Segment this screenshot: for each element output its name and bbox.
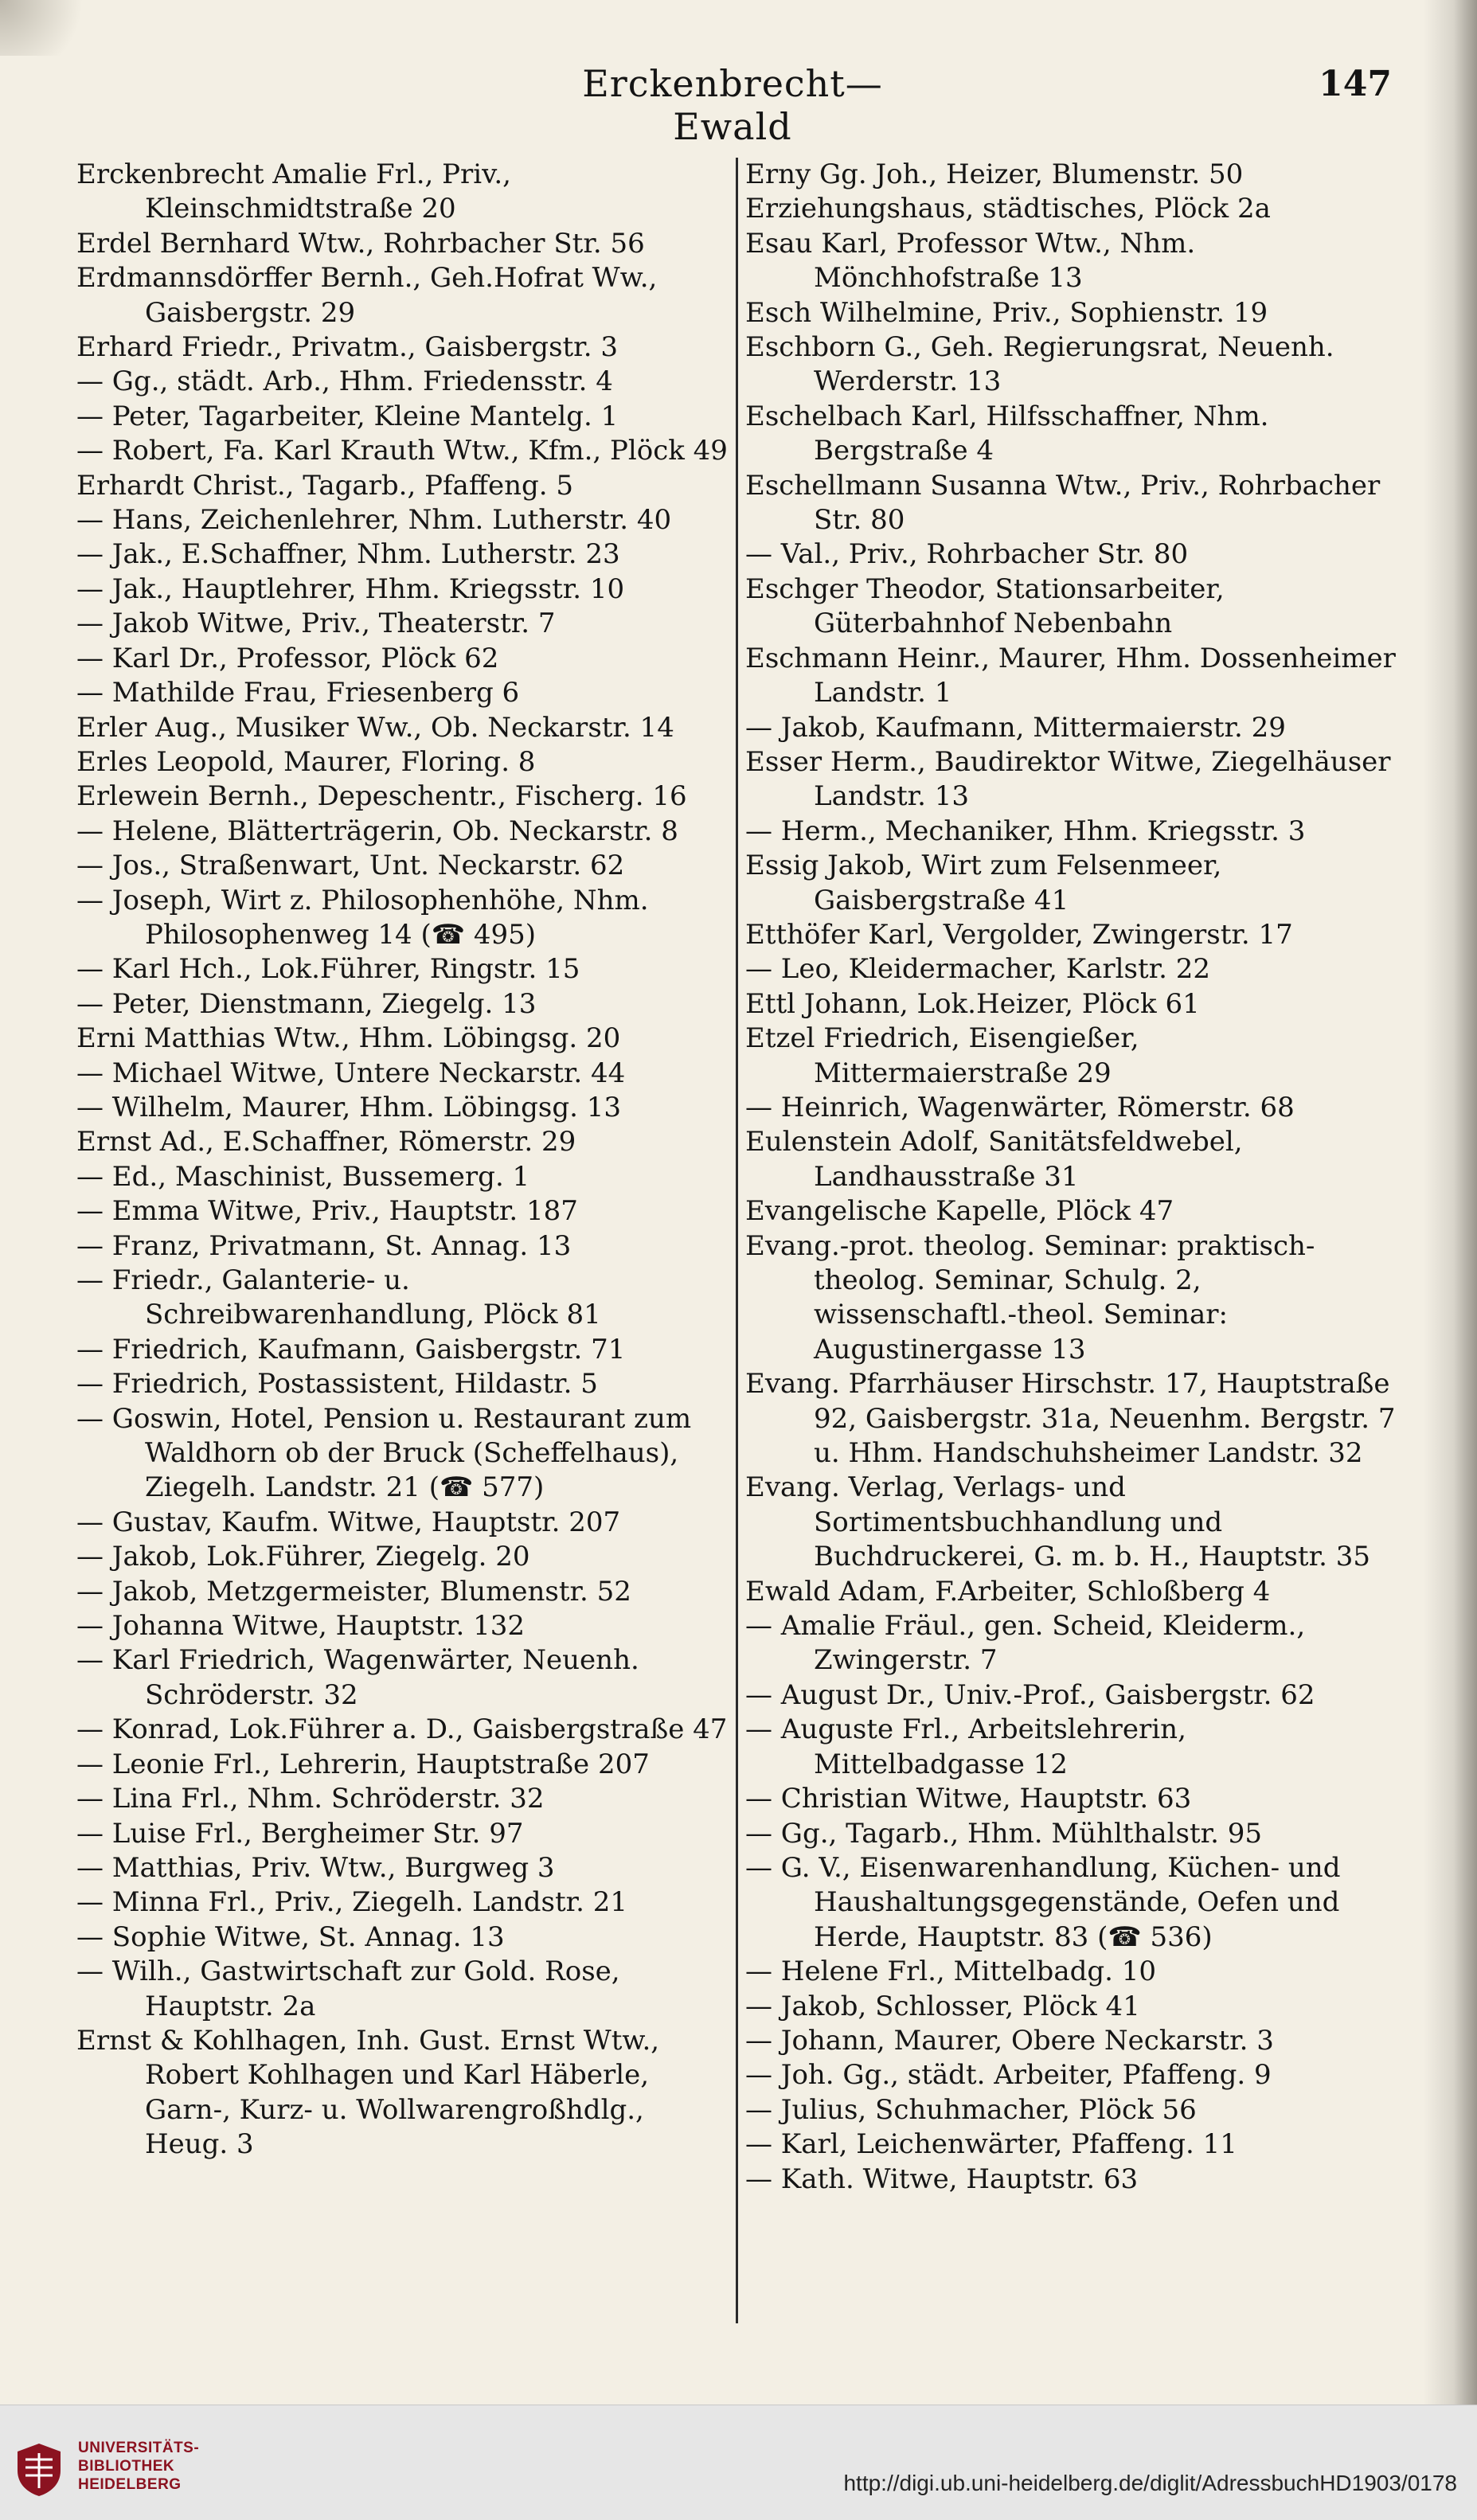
- entry-text: Erny Gg. Joh., Heizer, Blumenstr. 50: [745, 158, 1244, 190]
- entry-text: Ernst & Kohlhagen, Inh. Gust. Ernst Wtw., Robert Kohlhagen und Karl Häberle, Garn-, Kurz- u. Wollwarengroßhdlg., Heug. 3: [76, 2024, 660, 2161]
- directory-entry: [76, 1575, 729, 1609]
- directory-entry: [76, 1333, 729, 1367]
- directory-entry: [76, 642, 729, 676]
- directory-entry: [745, 1022, 1398, 1091]
- entry-text: — Karl Dr., Professor, Plöck 62: [76, 642, 499, 674]
- entry-text: — Johann, Maurer, Obere Neckarstr. 3: [745, 2024, 1274, 2057]
- directory-entry: [76, 1885, 729, 1920]
- directory-entry: [76, 469, 729, 503]
- directory-entry: [745, 192, 1398, 226]
- directory-entry: [76, 330, 729, 365]
- directory-entry: [76, 849, 729, 883]
- entry-text: — Matthias, Priv. Wtw., Burgweg 3: [76, 1851, 555, 1884]
- entry-text: — Michael Witwe, Untere Neckarstr. 44: [76, 1057, 626, 1089]
- entry-text: — Heinrich, Wagenwärter, Römerstr. 68: [745, 1091, 1295, 1123]
- directory-entry: [76, 952, 729, 987]
- page-header-title: Erckenbrecht—Ewald: [582, 62, 883, 148]
- entry-text: — Peter, Tagarbeiter, Kleine Mantelg. 1: [76, 400, 619, 432]
- entry-text: Essig Jakob, Wirt zum Felsenmeer, Gaisbergstraße 41: [745, 850, 1222, 916]
- entry-text: — Christian Witwe, Hauptstr. 63: [745, 1783, 1192, 1815]
- directory-entry: [745, 1713, 1398, 1782]
- directory-entry: [745, 1817, 1398, 1851]
- entry-text: — Helene, Blätterträgerin, Ob. Neckarstr. 8: [76, 815, 678, 847]
- directory-entry: [745, 2058, 1398, 2092]
- directory-entry: [745, 849, 1398, 918]
- directory-entry: [76, 365, 729, 399]
- directory-entry: [745, 296, 1398, 330]
- entry-text: Evang. Verlag, Verlags- und Sortimentsbuchhandlung und Buchdruckerei, G. m. b. H., Hauptstr. 35: [745, 1471, 1370, 1573]
- directory-entry: [76, 1920, 729, 1955]
- entry-text: — Johanna Witwe, Hauptstr. 132: [76, 1610, 526, 1643]
- directory-entry: [76, 158, 729, 227]
- entry-text: Ernst Ad., E.Schaffner, Römerstr. 29: [76, 1126, 576, 1158]
- directory-entry: [76, 227, 729, 261]
- entry-text: — Joseph, Wirt z. Philosophenhöhe, Nhm. Philosophenweg 14 (☎ 495): [76, 884, 649, 951]
- directory-entry: [76, 537, 729, 572]
- directory-entry: [745, 642, 1398, 711]
- directory-entry: [745, 1471, 1398, 1574]
- directory-entry: [76, 400, 729, 434]
- logo-line-1: UNIVERSITÄTS-: [78, 2440, 200, 2456]
- entry-text: — Konrad, Lok.Führer a. D., Gaisbergstraße 47: [76, 1713, 728, 1746]
- right-column: [745, 158, 1398, 2323]
- directory-entry: [745, 952, 1398, 987]
- entry-text: — Hans, Zeichenlehrer, Nhm. Lutherstr. 40: [76, 504, 672, 537]
- entry-text: — Jakob Witwe, Priv., Theaterstr. 7: [76, 608, 556, 640]
- left-column: [76, 158, 729, 2323]
- entry-text: — August Dr., Univ.-Prof., Gaisbergstr. 62: [745, 1678, 1315, 1711]
- entry-text: Esser Herm., Baudirektor Witwe, Ziegelhäuser Landstr. 13: [745, 745, 1391, 813]
- entry-text: — Jakob, Schlosser, Plöck 41: [745, 1990, 1140, 2022]
- directory-entry: [745, 1955, 1398, 1989]
- directory-entry: [76, 676, 729, 710]
- entry-text: Erni Matthias Wtw., Hhm. Löbingsg. 20: [76, 1022, 621, 1055]
- entry-text: Erdmannsdörffer Bernh., Geh.Hofrat Ww., Gaisbergstr. 29: [76, 262, 658, 329]
- entry-text: — Joh. Gg., städt. Arbeiter, Pfaffeng. 9: [745, 2059, 1272, 2092]
- entry-text: Eulenstein Adolf, Sanitätsfeldwebel, Landhausstraße 31: [745, 1126, 1243, 1193]
- entry-text: Esau Karl, Professor Wtw., Nhm. Mönchhofstraße 13: [745, 227, 1196, 295]
- directory-entry: [745, 158, 1398, 192]
- directory-entry: [76, 987, 729, 1022]
- entry-text: — Jakob, Metzgermeister, Blumenstr. 52: [76, 1575, 631, 1608]
- entry-text: — Amalie Fräul., gen. Scheid, Kleiderm., Zwingerstr. 7: [745, 1610, 1306, 1677]
- directory-entry: [745, 1990, 1398, 2024]
- column-divider: [736, 158, 738, 2323]
- source-url-link[interactable]: http://digi.ub.uni-heidelberg.de/diglit/AdressbuchHD1903/0178: [843, 2471, 1457, 2495]
- entry-text: Erler Aug., Musiker Ww., Ob. Neckarstr. 14: [76, 711, 674, 744]
- entry-text: — Lina Frl., Nhm. Schröderstr. 32: [76, 1783, 545, 1815]
- entry-text: — Leo, Kleidermacher, Karlstr. 22: [745, 953, 1211, 986]
- directory-entry: [745, 572, 1398, 642]
- entry-text: Erhardt Christ., Tagarb., Pfaffeng. 5: [76, 469, 574, 502]
- entry-text: — Emma Witwe, Priv., Hauptstr. 187: [76, 1195, 578, 1228]
- directory-entry: [76, 1955, 729, 2024]
- entry-text: Eschborn G., Geh. Regierungsrat, Neuenh. Werderstr. 13: [745, 331, 1334, 398]
- directory-entry: [76, 1713, 729, 1747]
- directory-entry: [76, 2024, 729, 2163]
- entry-text: — Auguste Frl., Arbeitslehrerin, Mittelbadgasse 12: [745, 1713, 1186, 1780]
- entry-text: Evang.-prot. theolog. Seminar: praktisch-theolog. Seminar, Schulg. 2, wissenschaftl.-theol. Seminar: Augustinergasse 13: [745, 1229, 1315, 1365]
- directory-entry: [76, 1782, 729, 1816]
- directory-entry: [745, 330, 1398, 400]
- scan-shadow-edge: [1424, 0, 1477, 2405]
- entry-text: — Friedr., Galanterie- u. Schreibwarenhandlung, Plöck 81: [76, 1264, 601, 1331]
- entry-text: Erckenbrecht Amalie Frl., Priv., Kleinschmidtstraße 20: [76, 158, 511, 225]
- entry-text: — Jak., Hauptlehrer, Hhm. Kriegsstr. 10: [76, 572, 625, 605]
- directory-entry: [745, 1125, 1398, 1194]
- directory-entry: [76, 1125, 729, 1159]
- directory-entry: [745, 227, 1398, 296]
- directory-entry: [745, 537, 1398, 572]
- directory-entry: [745, 815, 1398, 849]
- entry-text: — Ed., Maschinist, Bussemerg. 1: [76, 1160, 530, 1193]
- directory-entry: [76, 1057, 729, 1091]
- entry-text: Erhard Friedr., Privatm., Gaisbergstr. 3: [76, 331, 618, 364]
- directory-entry: [76, 1194, 729, 1229]
- directory-entry: [76, 261, 729, 330]
- entry-text: — Peter, Dienstmann, Ziegelg. 13: [76, 987, 537, 1020]
- entry-text: — Jak., E.Schaffner, Nhm. Lutherstr. 23: [76, 538, 620, 571]
- entry-text: Evang. Pfarrhäuser Hirschstr. 17, Hauptstraße 92, Gaisbergstr. 31a, Neuenhm. Bergstr. 7 u. Hhm. Handschuhsheimer Landstr. 32: [745, 1368, 1396, 1470]
- directory-entry: [745, 745, 1398, 815]
- entry-text: — G. V., Eisenwarenhandlung, Küchen- und Haushaltungsgegenstände, Oefen und Herde, Hauptstr. 83 (☎ 536): [745, 1851, 1341, 1953]
- entry-text: — Sophie Witwe, St. Annag. 13: [76, 1920, 505, 1953]
- entry-text: Ewald Adam, F.Arbeiter, Schloßberg 4: [745, 1575, 1271, 1608]
- entry-text: Erlewein Bernh., Depeschentr., Fischerg. 16: [76, 780, 687, 813]
- entry-text: — Robert, Fa. Karl Krauth Wtw., Kfm., Plöck 49: [76, 435, 728, 467]
- entry-text: — Mathilde Frau, Friesenberg 6: [76, 677, 520, 709]
- logo-line-2: BIBLIOTHEK: [78, 2458, 175, 2475]
- directory-entry: [745, 711, 1398, 745]
- page-number: 147: [1319, 64, 1392, 104]
- entry-text: — Wilh., Gastwirtschaft zur Gold. Rose, Hauptstr. 2a: [76, 1955, 620, 2022]
- directory-entry: [745, 2127, 1398, 2162]
- entry-text: Erziehungshaus, städtisches, Plöck 2a: [745, 193, 1271, 225]
- viewer-footer: [0, 2405, 1477, 2520]
- directory-entry: [745, 1782, 1398, 1816]
- directory-entry: [745, 1229, 1398, 1368]
- directory-entry: [745, 987, 1398, 1022]
- entry-text: — Franz, Privatmann, St. Annag. 13: [76, 1229, 572, 1262]
- entry-text: Etzel Friedrich, Eisengießer, Mittermaierstraße 29: [745, 1022, 1139, 1089]
- entry-text: — Kath. Witwe, Hauptstr. 63: [745, 2163, 1139, 2195]
- directory-entry: [76, 1402, 729, 1506]
- library-logo-text: [78, 2439, 221, 2494]
- scan-shadow-corner: [0, 0, 104, 56]
- directory-entry: [76, 1091, 729, 1125]
- entry-text: — Friedrich, Kaufmann, Gaisbergstr. 71: [76, 1333, 626, 1365]
- directory-entry: [745, 1678, 1398, 1713]
- entry-text: — Jos., Straßenwart, Unt. Neckarstr. 62: [76, 850, 625, 882]
- directory-entry: [76, 745, 729, 779]
- entry-text: Eschmann Heinr., Maurer, Hhm. Dossenheimer Landstr. 1: [745, 642, 1396, 709]
- entry-text: — Karl, Leichenwärter, Pfaffeng. 11: [745, 2128, 1237, 2161]
- entry-text: Eschellmann Susanna Wtw., Priv., Rohrbacher Str. 80: [745, 469, 1381, 537]
- directory-entry: [745, 1367, 1398, 1471]
- entry-text: — Karl Hch., Lok.Führer, Ringstr. 15: [76, 953, 580, 986]
- entry-text: — Herm., Mechaniker, Hhm. Kriegsstr. 3: [745, 815, 1306, 847]
- directory-entry: [745, 2024, 1398, 2058]
- directory-entry: [76, 572, 729, 607]
- entry-text: Erles Leopold, Maurer, Floring. 8: [76, 745, 536, 778]
- entry-text: Eschger Theodor, Stationsarbeiter, Güterbahnhof Nebenbahn: [745, 572, 1225, 640]
- directory-entry: [745, 400, 1398, 469]
- entry-text: — Friedrich, Postassistent, Hildastr. 5: [76, 1368, 598, 1401]
- entry-text: — Luise Frl., Bergheimer Str. 97: [76, 1817, 524, 1850]
- directory-entry: [76, 779, 729, 814]
- entry-text: — Val., Priv., Rohrbacher Str. 80: [745, 538, 1189, 571]
- directory-entry: [76, 1540, 729, 1574]
- entry-text: — Jakob, Kaufmann, Mittermaierstr. 29: [745, 711, 1286, 744]
- entry-text: Evangelische Kapelle, Plöck 47: [745, 1195, 1174, 1228]
- directory-entry: [745, 918, 1398, 952]
- directory-entry: [76, 1748, 729, 1782]
- entry-text: — Goswin, Hotel, Pension u. Restaurant zum Waldhorn ob der Bruck (Scheffelhaus), Ziegelh. Landstr. 21 (☎ 577): [76, 1402, 692, 1504]
- directory-entry: [76, 503, 729, 537]
- directory-entry: [745, 1609, 1398, 1678]
- directory-entry: [76, 434, 729, 468]
- directory-entry: [76, 1264, 729, 1333]
- logo-line-3: HEIDELBERG: [78, 2476, 182, 2493]
- directory-entry: [76, 607, 729, 641]
- entry-text: — Minna Frl., Priv., Ziegelh. Landstr. 21: [76, 1886, 628, 1919]
- directory-entry: [745, 2093, 1398, 2127]
- directory-entry: [76, 884, 729, 953]
- entry-text: — Wilhelm, Maurer, Hhm. Löbingsg. 13: [76, 1091, 621, 1123]
- directory-entry: [76, 1229, 729, 1264]
- entry-text: — Leonie Frl., Lehrerin, Hauptstraße 207: [76, 1748, 650, 1780]
- directory-entry: [745, 1575, 1398, 1609]
- directory-entry: [76, 1817, 729, 1851]
- entry-text: Etthöfer Karl, Vergolder, Zwingerstr. 17: [745, 918, 1293, 951]
- directory-entry: [745, 1091, 1398, 1125]
- entry-text: Ettl Johann, Lok.Heizer, Plöck 61: [745, 987, 1200, 1020]
- entry-text: — Gustav, Kaufm. Witwe, Hauptstr. 207: [76, 1506, 621, 1538]
- entry-text: Erdel Bernhard Wtw., Rohrbacher Str. 56: [76, 227, 645, 260]
- entry-text: — Gg., Tagarb., Hhm. Mühlthalstr. 95: [745, 1817, 1263, 1850]
- entry-text: Eschelbach Karl, Hilfsschaffner, Nhm. Bergstraße 4: [745, 400, 1269, 467]
- entry-text: — Jakob, Lok.Führer, Ziegelg. 20: [76, 1541, 530, 1573]
- directory-entry: [745, 1194, 1398, 1229]
- directory-entry: [76, 1851, 729, 1885]
- directory-entry: [76, 1022, 729, 1056]
- directory-entry: [76, 1160, 729, 1194]
- directory-entry: [76, 1609, 729, 1643]
- directory-entry: [745, 469, 1398, 538]
- directory-entry: [745, 2163, 1398, 2197]
- entry-text: — Helene Frl., Mittelbadg. 10: [745, 1955, 1156, 1988]
- directory-entry: [76, 1367, 729, 1401]
- directory-entry: [76, 711, 729, 745]
- directory-entry: [745, 1851, 1398, 1955]
- entry-text: — Julius, Schuhmacher, Plöck 56: [745, 2093, 1197, 2126]
- university-library-logo-icon: [14, 2442, 64, 2498]
- entry-text: Esch Wilhelmine, Priv., Sophienstr. 19: [745, 296, 1268, 329]
- directory-entry: [76, 815, 729, 849]
- entry-text: — Gg., städt. Arb., Hhm. Friedensstr. 4: [76, 365, 613, 398]
- entry-text: — Karl Friedrich, Wagenwärter, Neuenh. Schröderstr. 32: [76, 1644, 639, 1711]
- directory-entry: [76, 1506, 729, 1540]
- directory-entry: [76, 1643, 729, 1713]
